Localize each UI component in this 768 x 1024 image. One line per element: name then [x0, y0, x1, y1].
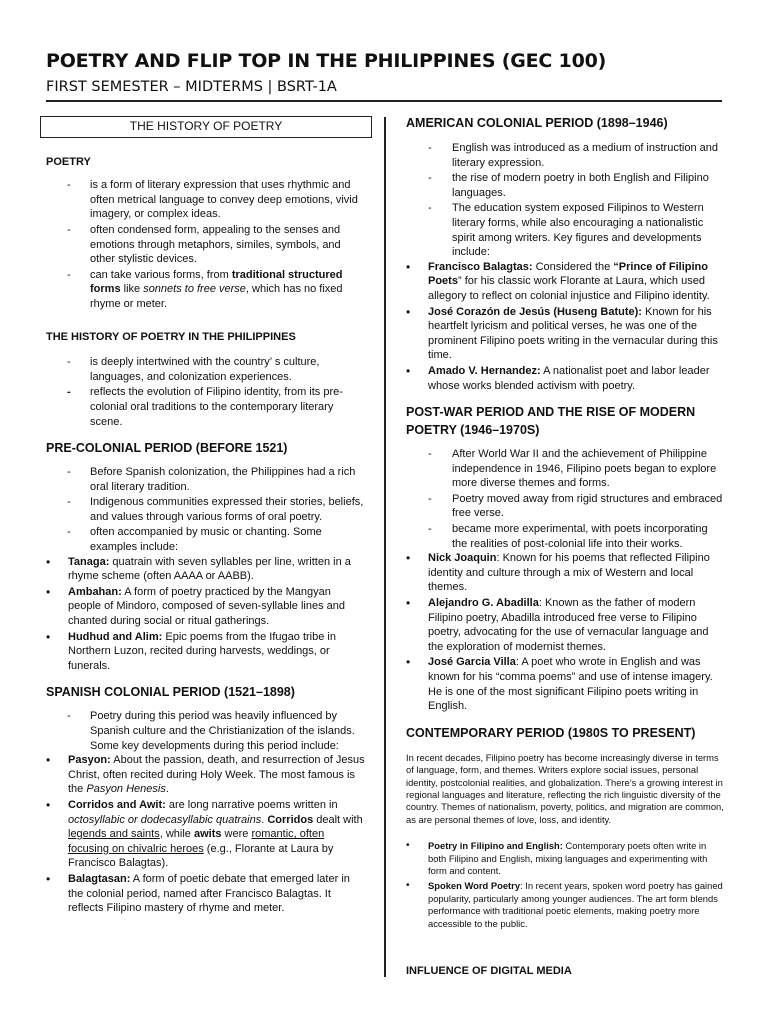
right-column [406, 112, 724, 977]
spanish-heading: SPANISH COLONIAL PERIOD (1521–1898) [46, 685, 295, 700]
list-item: • Pasyon: About the passion, death, and resurrection of Jesus Christ, often recited during Holy Week. The most famous is the Pasyon Henesis. [46, 753, 366, 797]
american-figures [406, 260, 724, 393]
digital-media-heading: INFLUENCE OF DIGITAL MEDIA [406, 965, 572, 977]
list-item: - Poetry moved away from rigid structures and embraced free verse. [406, 492, 724, 521]
postwar-heading: POST-WAR PERIOD AND THE RISE OF MODERN POETRY (1946–1970S) [406, 405, 696, 438]
contemporary-paragraph: In recent decades, Filipino poetry has become increasingly diverse in terms of language, form, and themes. Writers explore social issues, personal identity, postcolonial realities, and globalization. There’s a growing interest in regional languages and literature, reflecting the rich linguistic diversity of the country. Themes of nationalism, poverty, politics, and migration are common, as are personal themes of love, loss, and identity. [406, 751, 724, 825]
document-title: POETRY AND FLIP TOP IN THE PHILIPPINES (GEC 100) [46, 50, 607, 72]
precolonial-list [46, 465, 366, 555]
precolonial-heading: PRE-COLONIAL PERIOD (BEFORE 1521) [46, 441, 288, 456]
list-item: • Tanaga: quatrain with seven syllables per line, written in a rhyme scheme (often AAAA or AABB). [46, 555, 366, 584]
list-item: - the rise of modern poetry in both English and Filipino languages. [406, 171, 724, 200]
document-subtitle: FIRST SEMESTER – MIDTERMS | BSRT-1A [46, 79, 337, 95]
list-item: • Spoken Word Poetry: In recent years, spoken word poetry has gained popularity, particularly among younger audiences. The art form blends performance with traditional poetic elements, making poetry more accessible to the public. [406, 880, 724, 930]
list-item: • Alejandro G. Abadilla: Known as the father of modern Filipino poetry, Abadilla introduced free verse to Filipino poetry, advocating for the use of vernacular language and the exploration of modernist themes. [406, 596, 724, 654]
list-item: • José Garcia Villa: A poet who wrote in English and was known for his “comma poems” and use of intense imagery. He is one of the most significant Filipino poets writing in English. [406, 655, 724, 713]
spanish-list [46, 709, 366, 753]
american-heading: AMERICAN COLONIAL PERIOD (1898–1946) [406, 116, 668, 130]
list-item: • José Corazón de Jesús (Huseng Batute): Known for his heartfelt lyricism and political verses, he was one of the prominent Filipino poets writing in the vernacular during this time. [406, 305, 724, 363]
postwar-figures [406, 551, 724, 714]
list-item: - Poetry during this period was heavily influenced by Spanish culture and the Christianization of the islands. Some key developments during this period include: [46, 709, 366, 753]
list-item: • Amado V. Hernandez: A nationalist poet and labor leader whose works blended activism with poetry. [406, 364, 724, 393]
precolonial-examples [46, 555, 366, 674]
history-ph-heading: THE HISTORY OF POETRY IN THE PHILIPPINES [46, 330, 296, 343]
list-item: - often accompanied by music or chanting. Some examples include: [46, 525, 366, 554]
poetry-heading: POETRY [46, 155, 91, 168]
history-ph-list [46, 355, 366, 429]
american-list [406, 141, 724, 260]
list-item: - is deeply intertwined with the country’ s culture, languages, and colonization experiences. [46, 355, 366, 384]
list-item: • Balagtasan: A form of poetic debate that emerged later in the colonial period, named after Francisco Balagtas. It reflects Filipino mastery of rhyme and meter. [46, 872, 366, 916]
list-item: • Ambahan: A form of poetry practiced by the Mangyan people of Mindoro, composed of seven-syllable lines and chanted during social or ritual gatherings. [46, 585, 366, 629]
list-item: - is a form of literary expression that uses rhythmic and often metrical language to convey deep emotions, vivid imagery, or complex ideas. [46, 178, 366, 222]
list-item: - The education system exposed Filipinos to Western literary forms, while also encouraging a nationalistic spirit among writers. Key figures and developments include: [406, 201, 724, 259]
list-item: - became more experimental, with poets incorporating the realities of post-colonial life into their works. [406, 522, 724, 551]
list-item: • Corridos and Awit: are long narrative poems written in octosyllabic or dodecasyllabic quatrains. Corridos dealt with legends and saints, while awits were romantic, often focusing on chivalric heroes (e.g., Florante at Laura by Francisco Balagtas). [46, 798, 366, 871]
postwar-list [406, 447, 724, 551]
list-item: • Poetry in Filipino and English: Contemporary poets often write in both Filipino and English, mixing languages and experimenting with form and content. [406, 840, 724, 878]
list-item: - English was introduced as a medium of instruction and literary expression. [406, 141, 724, 170]
list-item: - often condensed form, appealing to the senses and emotions through metaphors, similes, symbols, and other stylistic devices. [46, 223, 366, 267]
left-column [46, 112, 366, 916]
poetry-list [46, 178, 366, 311]
list-item: • Nick Joaquin: Known for his poems that reflected Filipino identity and culture through a mix of Western and local themes. [406, 551, 724, 595]
list-item: - Indigenous communities expressed their stories, beliefs, and values through various forms of oral poetry. [46, 495, 366, 524]
contemporary-heading: CONTEMPORARY PERIOD (1980S TO PRESENT) [406, 725, 696, 740]
section-box-title: THE HISTORY OF POETRY [40, 116, 372, 138]
list-item: • Hudhud and Alim: Epic poems from the Ifugao tribe in Northern Luzon, recited during harvests, weddings, or funerals. [46, 630, 366, 674]
list-item: - After World War II and the achievement of Philippine independence in 1946, Filipino poets began to explore more diverse themes and forms. [406, 447, 724, 491]
column-divider [384, 117, 386, 977]
list-item: - can take various forms, from traditional structured forms like sonnets to free verse, which has no fixed rhyme or meter. [46, 268, 366, 312]
list-item: • Francisco Balagtas: Considered the “Prince of Filipino Poets” for his classic work Florante at Laura, which used allegory to reflect on colonial injustice and Filipino identity. [406, 260, 724, 304]
spanish-examples [46, 753, 366, 916]
list-item: - Before Spanish colonization, the Philippines had a rich oral literary tradition. [46, 465, 366, 494]
list-item: - reflects the evolution of Filipino identity, from its pre-colonial oral traditions to the contemporary literary scene. [46, 385, 366, 429]
header-divider [46, 100, 722, 102]
contemporary-list [406, 840, 724, 930]
